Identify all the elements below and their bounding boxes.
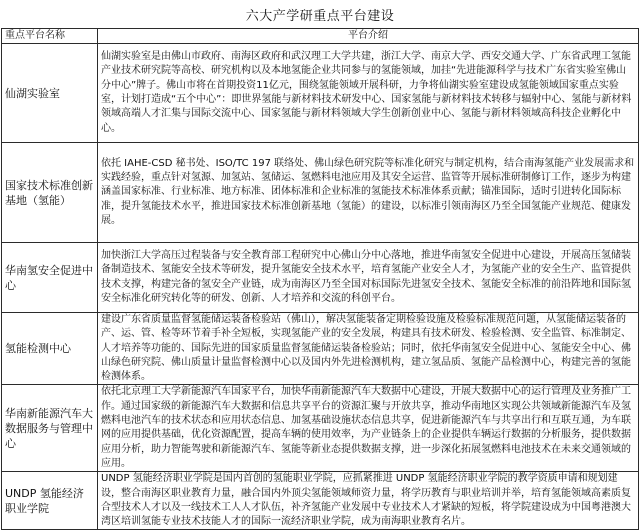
platform-intro: 加快浙江大学高压过程装备与安全教育部工程研究中心佛山分中心落地，推进华南氢安全促进中心建设，开展高压氢储装备制造技术、氢能安全技术等研发，提升氢能安全技术水平，培育氢能产业安全人才，为氢能产业的安全生产、监管提供技术支撑，构建完备的氢安全产业链，成为南海区乃至全国对标国际先进氢安全技术、氢能安全标准的前沿阵地和国际氢安全标准化研究转化等的研发、创新、人才培养和交流的科创平台。: [98, 243, 639, 313]
header-platform-intro: 平台介绍: [98, 29, 639, 44]
platform-name: 国家技术标准创新基地（氢能）: [2, 143, 98, 243]
platform-table: [1, 28, 639, 530]
table-row: [2, 243, 639, 313]
table-row: [2, 44, 639, 143]
platform-name: 仙湖实验室: [2, 44, 98, 143]
platform-name: 华南氢安全促进中心: [2, 243, 98, 313]
table-row: [2, 313, 639, 385]
platform-intro: 建设广东省质量监督氢能储运装备检验站（佛山），解决氢能装备定期检验设施及检验标准规范问题，从氢能储运装备的产、运、管、检等环节着手补全短板，实现氢能产业的安全发展，构建具有技术研发、检验检测、安全监管、标准制定、人才培养等功能的、国际先进的国家质量监督氢能储运装备检验站；同时，依托华南氢安全促进中心、氢能安全中心、佛山绿色研究院、佛山质量计量监督检测中心以及国内外先进检测机构，建立氢品质、氢能产品检测中心，构建完善的氢能检测体系。: [98, 313, 639, 385]
header-platform-name: 重点平台名称: [2, 29, 98, 44]
platform-name: 氢能检测中心: [2, 313, 98, 385]
table-row: [2, 385, 639, 472]
table-header-row: [2, 29, 639, 44]
document-title: 六大产学研重点平台建设: [245, 8, 395, 24]
table-row: [2, 472, 639, 530]
platform-name: 华南新能源汽车大数据服务与管理中心: [2, 385, 98, 472]
platform-intro: 依托北京理工大学新能源汽车国家平台，加快华南新能源汽车大数据中心建设，开展大数据中心的运行管理及业务推广工作。通过国家级的新能源汽车大数据和信息共享平台的资源汇聚与开放共享，推动华南地区实现公共领域新能源汽车及氢燃料电池汽车的技术状态和应用状态信息、加氢基础设施状态信息共享，促进新能源汽车与共享出行和互联互通，为车联网的应用提供基础，优化资源配置，提高车辆的使用效率，为产业链条上的企业提供车辆运行数据的分析服务，提供数据应用分析，助力智能驾驶和新能源汽车、氢能等新业态提供数据支撑，进一步深化拓展氢燃料电池技术在未来交通领域的应用。: [98, 385, 639, 472]
platform-intro: 仙湖实验室是由佛山市政府、南海区政府和武汉理工大学共建，浙江大学、南京大学、西安交通大学、广东省武理工氢能产业技术研究院等高校、研究机构以及本地氢能企业共同参与的氢能领域，加挂“先进能源科学与技术广东省实验室佛山分中心”牌子。佛山市将在首期投资11亿元，围绕氢能领域开展科研，力争将仙湖实验室建设成氢能领域国家重点实验室，计划打造成“五个中心”：即世界氢能与新材料技术研发中心、国家氢能与新材料技术转移与辐射中心、氢能与新材料领域高端人才汇集与国际交流中心、国家氢能与新材料领域大学生创新创业中心、氢能与新材料领域高科技企业孵化中心。: [98, 44, 639, 143]
table-row: [2, 143, 639, 243]
platform-name: UNDP 氢能经济职业学院: [2, 472, 98, 530]
platform-intro: UNDP 氢能经济职业学院是国内首创的氢能职业学院，应抓紧推进 UNDP 氢能经济职业学院的教学资质申请和规划建设，整合南海区职业教育力量，融合国内外顶尖氢能领域师资力量，将学历教育与职业培训并举，培育氢能领域高素质复合型技术人才以及一线技术工人人才队伍，补齐氢能产业发展中专业技术人才紧缺的短板，将学院建设成为中国粤港澳大湾区培训氢能专业技术技能人才的国际一流经济职业学院，成为南海职业教育名片。: [98, 472, 639, 530]
platform-intro: 依托 IAHE-CSD 秘书处、ISO/TC 197 联络处、佛山绿色研究院等标准化研究与制定机构，结合南海氢能产业发展需求和实践经验，重点针对氢源、加氢站、氢储运、氢燃料电池应用及其安全运营、监管等开展标准研制修订工作，逐步为构建涵盖国家标准、行业标准、地方标准、团体标准和企业标准的氢能技术标准体系贡献；锚准国际，适时引进转化国际标准，提升氢能技术水平，推进国家技术标准创新基地（氢能）的建设，以标准引领南海区乃至全国氢能产业规范、健康发展。: [98, 143, 639, 243]
